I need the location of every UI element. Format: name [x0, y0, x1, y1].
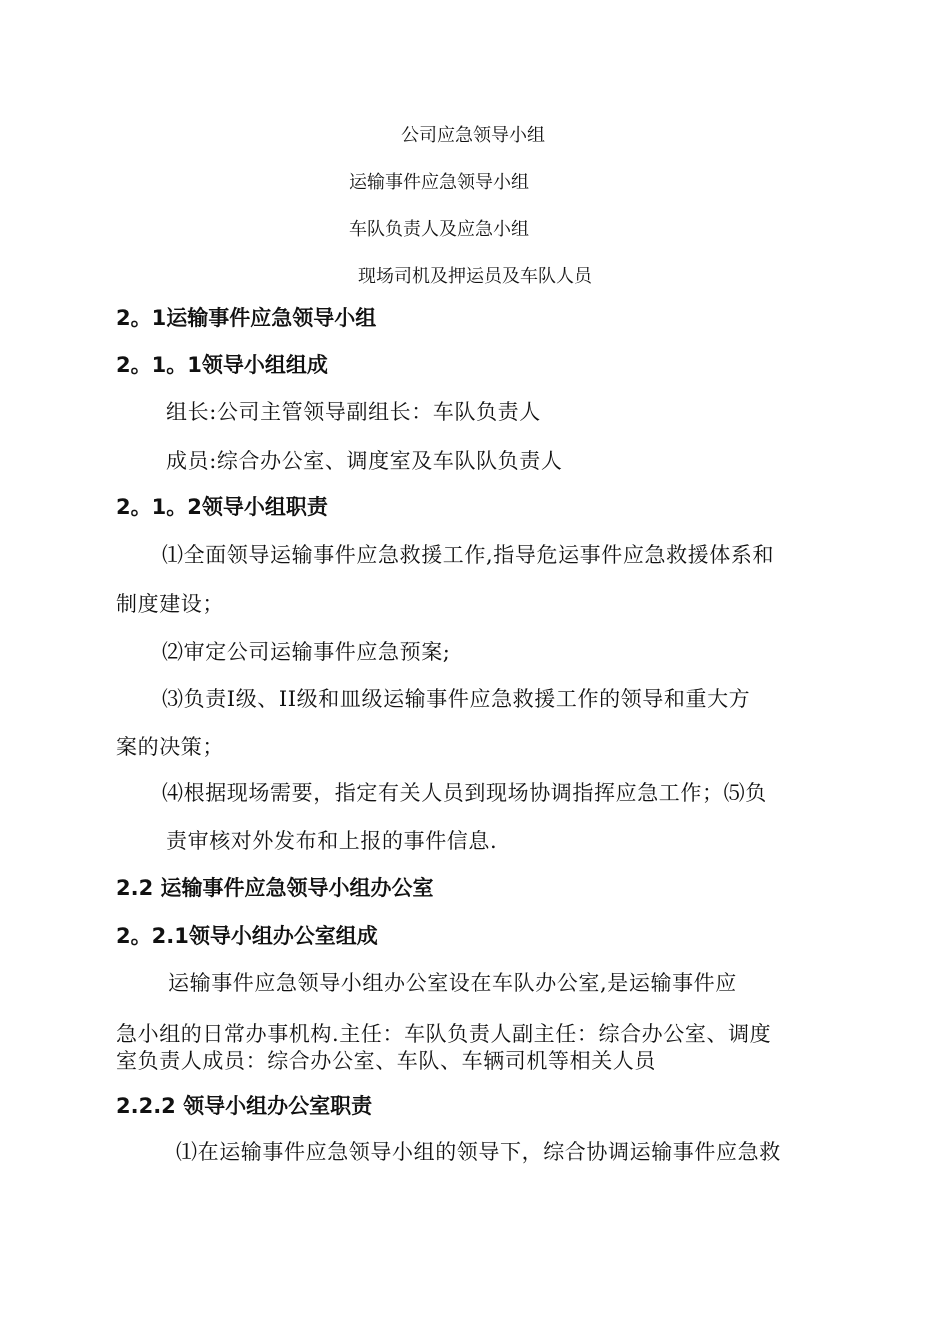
list-item-line: ⑵审定公司运输事件应急预案; [162, 640, 451, 664]
list-item-line: ⑴全面领导运输事件应急救援工作,指导危运事件应急救援体系和 [162, 543, 775, 567]
paragraph-line: 成员:综合办公室、调度室及车队队负责人 [166, 449, 563, 473]
section-heading: 2.2 运输事件应急领导小组办公室 [116, 876, 434, 900]
list-item-line: 责审核对外发布和上报的事件信息. [166, 829, 498, 853]
org-chart-level-1: 公司应急领导小组 [401, 125, 545, 146]
list-item-line: 案的决策； [116, 735, 224, 759]
subsection-heading: 2。1。1领导小组组成 [116, 353, 328, 377]
list-item-line: ⑷根据现场需要，指定有关人员到现场协调指挥应急工作；⑸负 [162, 781, 767, 805]
section-heading: 2。1运输事件应急领导小组 [116, 306, 377, 330]
list-item-line: ⑴在运输事件应急领导小组的领导下，综合协调运输事件应急救 [176, 1140, 781, 1164]
org-chart-level-3: 车队负责人及应急小组 [349, 219, 529, 240]
paragraph-line: 运输事件应急领导小组办公室设在车队办公室,是运输事件应 [168, 971, 737, 995]
paragraph-line: 组长:公司主管领导副组长：车队负责人 [166, 400, 541, 424]
paragraph-line: 室负责人成员：综合办公室、车队、车辆司机等相关人员 [116, 1049, 656, 1073]
subsection-heading: 2。2.1领导小组办公室组成 [116, 924, 378, 948]
subsection-heading: 2.2.2 领导小组办公室职责 [116, 1094, 373, 1118]
list-item-line: ⑶负责Ⅰ级、II级和皿级运输事件应急救援工作的领导和重大方 [162, 687, 751, 711]
org-chart-level-2: 运输事件应急领导小组 [349, 172, 529, 193]
subsection-heading: 2。1。2领导小组职责 [116, 495, 328, 519]
list-item-line: 制度建设； [116, 592, 224, 616]
paragraph-line: 急小组的日常办事机构.主任：车队负责人副主任：综合办公室、调度 [116, 1022, 772, 1046]
org-chart-level-4: 现场司机及押运员及车队人员 [358, 266, 592, 287]
